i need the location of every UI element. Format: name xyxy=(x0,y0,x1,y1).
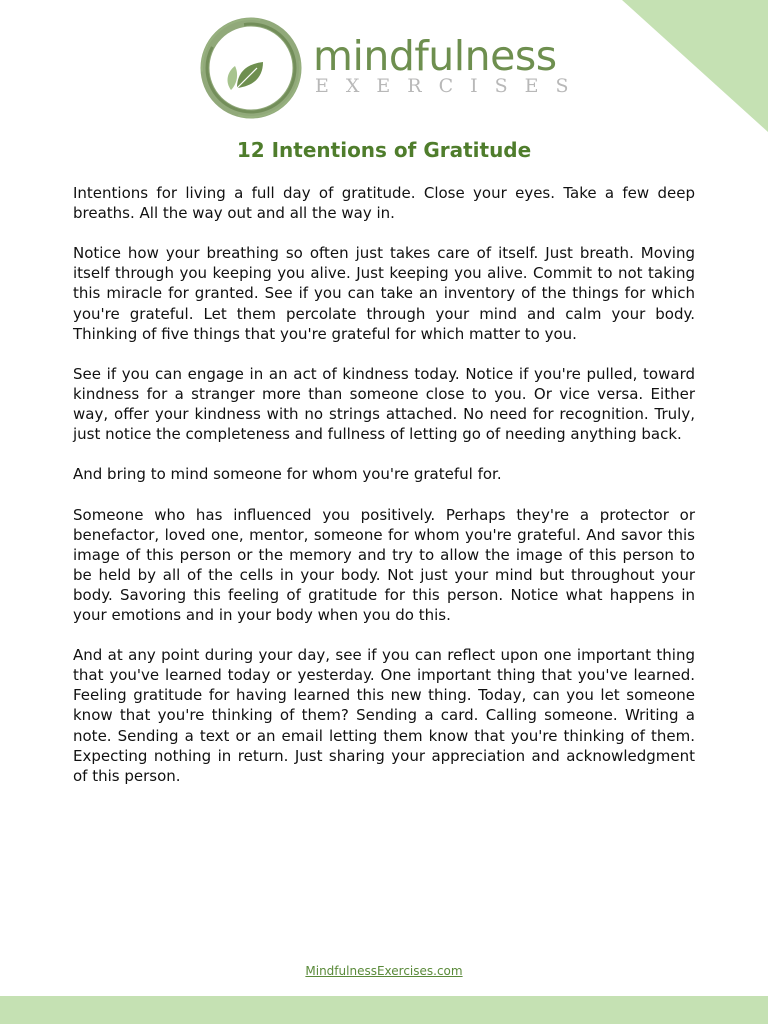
paragraph-1: Intentions for living a full day of gratitude. Close your eyes. Take a few deep breaths. All the way out and all the way in. xyxy=(73,184,695,223)
page-title: 12 Intentions of Gratitude xyxy=(236,138,532,162)
footer-bar xyxy=(0,996,768,1024)
paragraph-6: And at any point during your day, see if you can reflect upon one important thing that you've learned today or yesterday. One important thing that you've learned. Feeling gratitude for having learned this new thing. Today, can you let someone know that you're thinking of them? Sending a card. Calling someone. Writing a note. Sending a text or an email letting them know that you're thinking of them. Expecting nothing in return. Just sharing your appreciation and acknowledgment of this person. xyxy=(73,646,695,785)
paragraph-4: And bring to mind someone for whom you're grateful for. xyxy=(73,465,502,484)
paragraph-3: See if you can engage in an act of kindness today. Notice if you're pulled, toward kindness for a stranger more than someone close to you. Or vice versa. Either way, offer your kindness with no strings attached. No need for recognition. Truly, just notice the completeness and fullness of letting go of needing anything back. xyxy=(73,364,695,444)
logo-subtitle: EXERCISES xyxy=(315,75,586,97)
paragraph-2: Notice how your breathing so often just takes care of itself. Just breath. Moving itself through you keeping you alive. Just keeping you alive. Commit to not taking this miracle for granted. See if you can take an inventory of the things for which you're grateful. Let them percolate through your mind and calm your body. Thinking of five things that you're grateful for which matter to you. xyxy=(73,244,695,343)
footer-website-link[interactable]: MindfulnessExercises.com xyxy=(305,964,463,978)
logo xyxy=(197,14,587,122)
corner-decoration xyxy=(622,0,768,132)
enso-leaf-icon xyxy=(197,14,305,122)
body-text xyxy=(73,183,695,806)
paragraph-5: Someone who has influenced you positively. Perhaps they're a protector or benefactor, loved one, mentor, someone for whom you're grateful. And savor this image of this person or the memory and try to allow the image of this person to be held by all of the cells in your body. Not just your mind but throughout your body. Savoring this feeling of gratitude for this person. Notice what happens in your emotions and in your body when you do this. xyxy=(73,505,695,624)
logo-wordmark: mindfulness xyxy=(313,32,557,80)
